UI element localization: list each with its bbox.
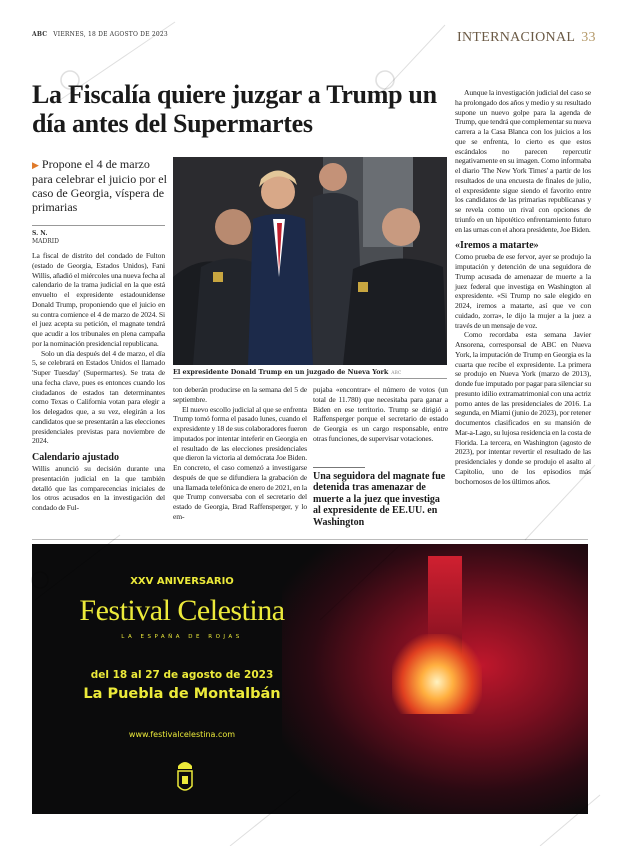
trump-court-photo (173, 157, 447, 365)
paragraph: Como prueba de ese fervor, ayer se produjo la imputación y detención de una seguidora de Trump acusada de amenazar de muerte a la juez federal que investiga en Washington al expresidente. «Si Trump no sale elegido en 2024, iremos a matarte, así que ve con cuidado, zorra», le dijo la mujer a la juez a través de un mensaje de voz. (455, 252, 591, 330)
location: MADRID (32, 238, 59, 245)
brand: ABC (32, 31, 48, 38)
paragraph: La fiscal de distrito del condado de Fulton (estado de Georgia, Estados Unidos), Fani Willis, añadió el miércoles una nueva fecha al calendario de la trama judicial en la que está envuelto el expresidente estadounidense Donald Trump, proponiendo que el juicio en su contra comience el 4 de marzo de 2024. Si el juez acepta su petición, el magnate tendrá que acudir a los tribunales en plena campaña por la nominación presidencial republicana. (32, 251, 165, 348)
ad-dates: del 18 al 27 de agosto de 2023 (90, 669, 274, 681)
photo-credit: ABC (391, 371, 402, 376)
author: S. N. (32, 230, 48, 237)
festival-advertisement[interactable] (32, 544, 588, 814)
headline: La Fiscalía quiere juzgar a Trump un día antes del Supermartes (32, 80, 437, 138)
column-2 (173, 385, 307, 522)
divider (313, 467, 365, 468)
ad-website-link[interactable]: www.festivalcelestina.com (128, 730, 236, 739)
column-1 (32, 251, 165, 513)
divider (173, 378, 447, 379)
section-header (457, 30, 596, 46)
subheading: Calendario ajustado (32, 452, 119, 463)
page-header-date (32, 31, 168, 38)
paragraph: El nuevo escollo judicial al que se enfrenta Trump tomó forma el pasado lunes, cuando el expresidente y 18 de sus colaboradores fueron imputados por intentar inteferir en Georgia en el resultado de las elecciones presidenciales que dieron la victoria al demócrata Joe Biden. En concreto, el caso comenzó a investigarse después de que se difundiera la grabación de una llamada telefónica de enero de 2021, en la que Trump conversaba con el secretario del estado de Georgia, Brad Raffensperger, y lo em- (173, 404, 307, 521)
ad-anniversary: XXV ANIVERSARIO (130, 576, 234, 587)
page-number: 33 (581, 30, 596, 45)
article-photo (173, 157, 447, 365)
subheading: «Iremos a matarte» (455, 240, 539, 252)
ad-title-logo: Festival Celestina (79, 594, 285, 627)
triangle-bullet-icon: ▶ (32, 160, 39, 170)
subheadline (32, 157, 167, 214)
section-name: INTERNACIONAL (457, 30, 576, 45)
photo-caption (173, 368, 447, 376)
byline (32, 230, 59, 246)
column-4 (455, 88, 591, 486)
ad-town: La Puebla de Montalbán (83, 686, 281, 702)
coat-of-arms-icon (175, 756, 195, 796)
ad-tagline: LA ESPAÑA DE ROJAS (121, 634, 243, 640)
column-3 (313, 385, 448, 444)
caption-text: El expresidente Donald Trump en un juzgado de Nueva York (173, 368, 389, 376)
divider (32, 225, 165, 226)
paragraph: Willis anunció su decisión durante una presentación judicial en la que también detalló que las comparecencias iniciales de los otros acusados en la investigación del condado de Ful- (32, 464, 165, 512)
subheadline-text: Propone el 4 de marzo para celebrar el juicio por el caso de Georgia, víspera de primarias (32, 157, 167, 214)
pull-quote: Una seguidora del magnate fue detenida tras amenazar de muerte a la juez que investiga al expresidente de EE.UU. en Washington (313, 471, 446, 528)
paragraph: ton deberán producirse en la semana del 5 de septiembre. (173, 385, 307, 404)
issue-date: VIERNES, 18 DE AGOSTO DE 2023 (53, 31, 168, 38)
paragraph: Solo un día después del 4 de marzo, el día 5, se celebrará en Estados Unidos el llamado 'Super Tuesday' (Supermartes). Se trata de una fecha clave, pues es entonces cuando los ciudadanos de estados tan determinantes como Texas o California votan para elegir a los delegados que, a su vez, elegirán a los candidatos que se presentarán a las elecciones presidenciales previstas para noviembre de 2024. (32, 348, 165, 446)
paragraph: Aunque la investigación judicial del caso se ha prolongado dos años y medio y su resultado supone un nuevo golpe para la agenda de Trump, que tendrá que complementar su nueva carrera a la Casa Blanca con los juicios a los que se enfrenta, lo cierto es que estos escándalos no parecen repercutir negativamente en su imagen. Como informaba el diario 'The New York Times' a partir de los resultados de una encuesta de finales de julio, el expresidente sigue siendo el favorito entre los candidatos de las primarias republicanas y se revela como un rival con opciones de triunfo en un hipotético enfrentamiento futuro en las urnas con el ahora presidente, Joe Biden. (455, 88, 591, 234)
fire-image (392, 634, 482, 714)
paragraph: pujaba «encontrar» el número de votos (un total de 11.780) que necesitaba para ganar a Biden en ese territorio. Trump se dirigió a Raffensperger porque el secretario de estado de Georgia es un cargo responsable, entre otras funciones, de supervisar votaciones. (313, 385, 448, 443)
paragraph: Como recordaba esta semana Javier Ansorena, corresponsal de ABC en Nueva York, la imputación de Trump en Georgia es la cuarta que recibe el expresidente. La primera se produjo en Nueva York (marzo de 2013), donde fue imputado por pagar para silenciar su presunto idilio extramatrimonial con una actriz porno antes de las presidenciales de 2016. La segunda, en Miami (junio de 2023), por retener documentos clasificados en su mansión de Mar-a-Lago, su lujosa residencia en la costa de Florida. La tercera, en Washington (agosto de 2023), por intentar revertir el resultado de las presidenciales y donde se produjo el asalto al Capitolio, uno de los episodios más bochornosos de los últimos años. (455, 330, 591, 486)
divider (32, 539, 588, 540)
